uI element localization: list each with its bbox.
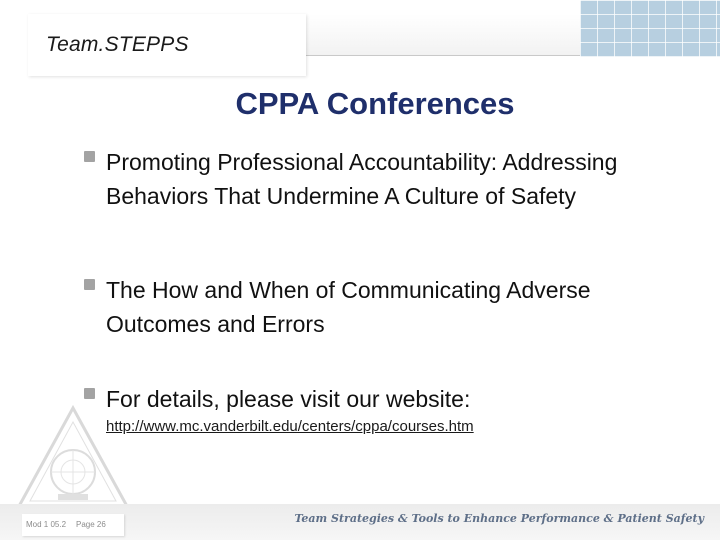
bullet-marker-icon <box>84 151 95 162</box>
page-number: Page 26 <box>76 520 106 529</box>
header-band <box>300 14 580 56</box>
teamstepps-triangle-watermark-icon <box>14 404 132 512</box>
module-label: Mod 1 05.2 <box>26 520 67 529</box>
website-link[interactable]: http://www.mc.vanderbilt.edu/centers/cppa/courses.htm <box>106 418 474 435</box>
slide-title: CPPA Conferences <box>235 86 515 121</box>
footer-tagline: Team Strategies & Tools to Enhance Performance & Patient Safety <box>294 512 704 525</box>
bullet-marker-icon <box>84 388 95 399</box>
corner-grid-decoration <box>580 0 720 57</box>
bullet-marker-icon <box>84 279 95 290</box>
bullet-text: For details, please visit our website: <box>106 386 471 412</box>
bullet-text: The How and When of Communicating Adverse Outcomes and Errors <box>106 277 591 337</box>
teamstepps-logo: Team.STEPPS <box>46 33 189 56</box>
logo-box <box>28 14 306 76</box>
bullet-text: Promoting Professional Accountability: Addressing Behaviors That Undermine A Culture of Safety <box>106 149 618 209</box>
